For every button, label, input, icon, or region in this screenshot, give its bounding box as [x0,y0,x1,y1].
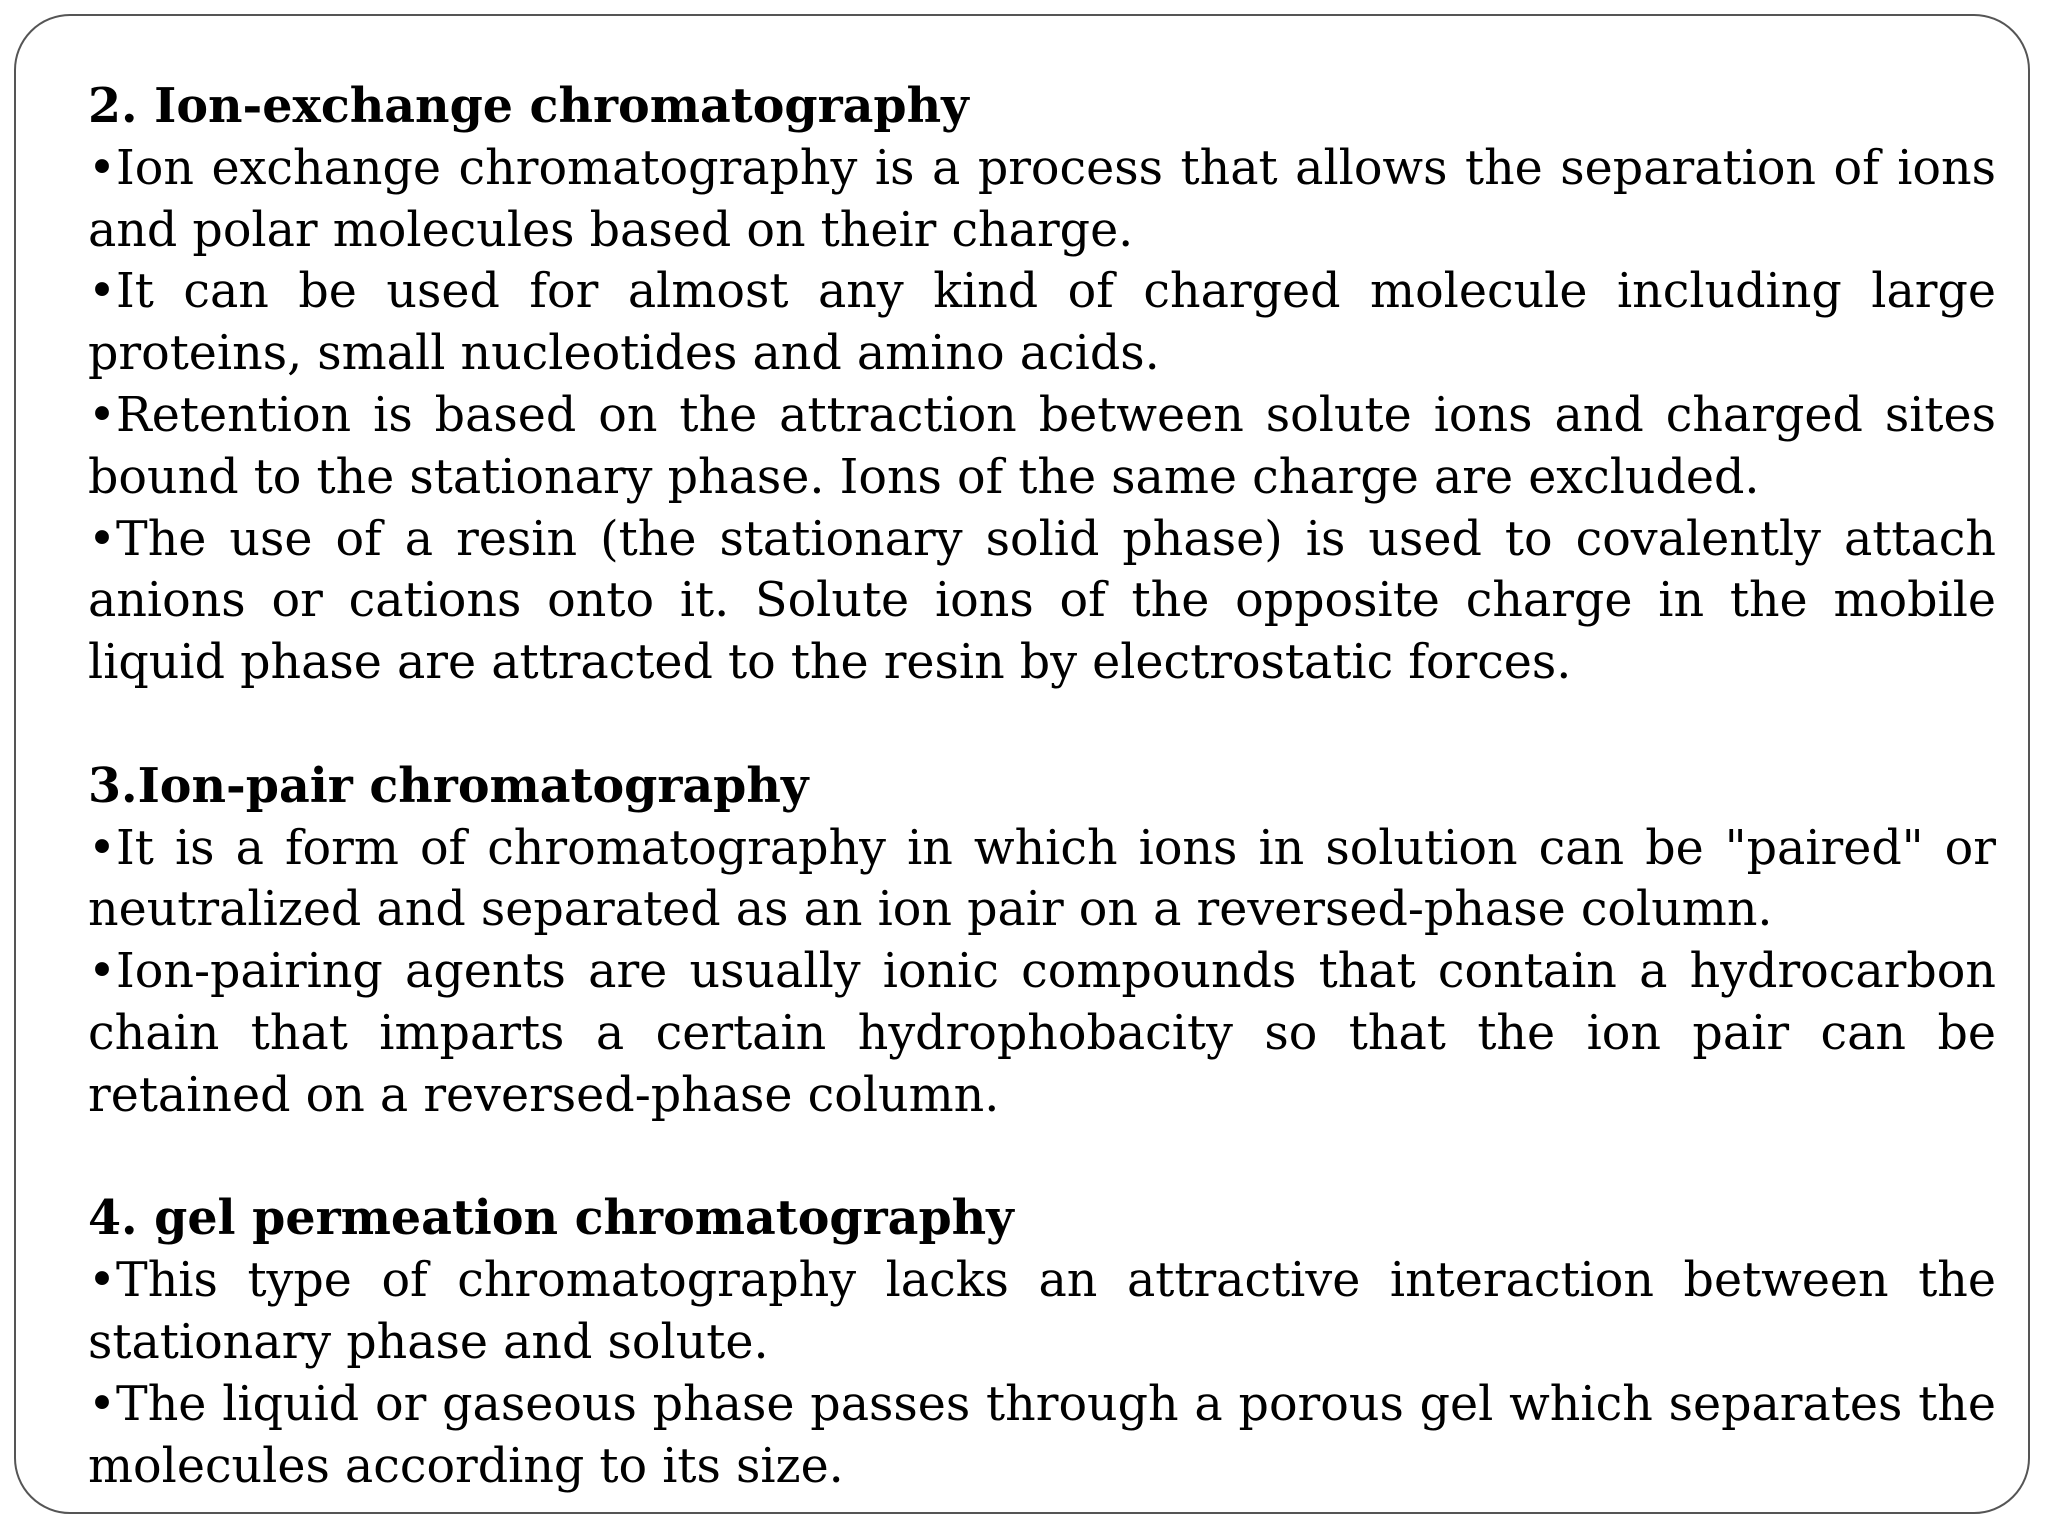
bullet-text: •The liquid or gaseous phase passes through a porous gel which separates the molecules according to its size. [88,1376,1996,1494]
bullet-text: •It is a form of chromatography in which ions in solution can be "paired" or neutralized and separated as an ion pair on a reversed-phase column. [88,820,1996,938]
section-heading: 2. Ion-exchange chromatography [88,78,969,134]
bullet-text: •The use of a resin (the stationary solid phase) is used to covalently attach anions or cations onto it. Solute ions of the opposite charge in the mobile liquid phase are attracted to the resin by electrostatic forces. [88,511,1996,691]
bullet-text: •Ion exchange chromatography is a process that allows the separation of ions and polar molecules based on their charge. [88,140,1996,258]
bullet-text: •It can be used for almost any kind of charged molecule including large proteins, small nucleotides and amino acids. [88,264,1996,382]
bullet-text: •This type of chromatography lacks an attractive interaction between the stationary phase and solute. [88,1253,1996,1370]
section-heading: 4. gel permeation chromatography [88,1190,1014,1247]
section-spacer [88,1127,1996,1189]
slide-frame [14,14,2030,1514]
bullet-text: •Retention is based on the attraction between solute ions and charged sites bound to the stationary phase. Ions of the same charge are excluded. [88,387,1996,505]
section-gel-permeation [88,1188,1996,1497]
section-heading: 3.Ion-pair chromatography [88,757,809,814]
section-spacer [88,694,1996,756]
slide-content [88,76,1996,1497]
bullet-text: •Ion-pairing agents are usually ionic compounds that contain a hydrocarbon chain that imparts a certain hydrophobacity so that the ion pair can be retained on a reversed-phase column. [88,944,1996,1123]
section-ion-pair [88,756,1996,1127]
section-ion-exchange [88,76,1996,694]
